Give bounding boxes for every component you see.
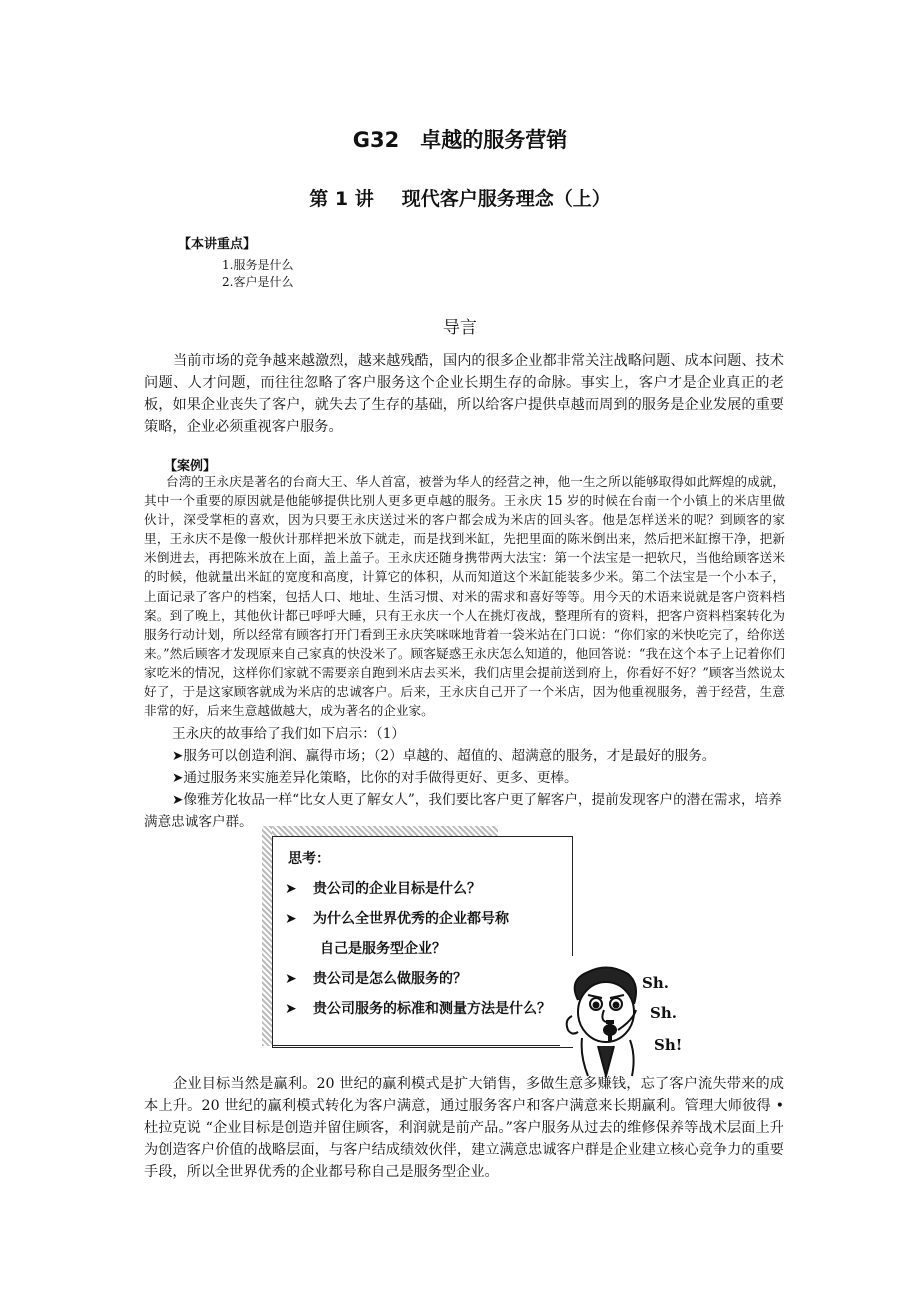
shushing-man-illustration xyxy=(558,960,688,1078)
case-label: 【案例】 xyxy=(164,459,217,474)
lesson-item: ➤像雅芳化妆品一样“比女人更了解女人”，我们要比客户更了解客户，提前发现客户的潜在需求，培养满意忠诚客户群。 xyxy=(144,792,782,830)
think-item: ➤ 为什么全世界优秀的企业都号称 xyxy=(285,911,509,927)
bullet-arrow-icon: ➤ xyxy=(285,971,297,987)
lesson-item: ➤通过服务来实施差异化策略，比你的对手做得更好、更多、更棒。 xyxy=(172,770,578,786)
think-item: ➤ 贵公司服务的标准和测量方法是什么？ xyxy=(285,1001,551,1017)
bullet-arrow-icon: ➤ xyxy=(285,911,297,927)
think-item: ➤ 贵公司是怎么做服务的？ xyxy=(285,971,467,987)
lesson-item: ➤服务可以创造利润、赢得市场；（2）卓越的、超值的、超满意的服务，才是最好的服务。 xyxy=(172,748,716,764)
think-item-continued: 自己是服务型企业？ xyxy=(320,941,446,957)
lecture-number: 第 1 讲 xyxy=(309,188,374,210)
think-box-shadow xyxy=(262,826,272,1046)
key-point-item: 1.服务是什么 xyxy=(222,258,294,272)
think-box-edge xyxy=(572,836,573,956)
key-point-item: 2.客户是什么 xyxy=(222,275,294,289)
document-title: G32 卓越的服务营销 xyxy=(352,128,568,152)
cartoon-sh-1: Sh. xyxy=(642,974,669,992)
lecture-heading xyxy=(0,184,920,211)
bullet-arrow-icon: ➤ xyxy=(285,1001,297,1017)
think-box-edge xyxy=(272,1045,560,1046)
intro-heading: 导言 xyxy=(443,318,477,338)
think-item: ➤ 贵公司的企业目标是什么？ xyxy=(285,881,481,897)
intro-paragraph: 当前市场的竞争越来越激烈，越来越残酷，国内的很多企业都非常关注战略问题、成本问题、技术问题、人才问题，而往往忽略了客户服务这个企业长期生存的命脉。事实上，客户才是企业真正的老板，如果企业丧失了客户，就失去了生存的基础，所以给客户提供卓越而周到的服务是企业发展的重要策略，企业必须重视客户服务。 xyxy=(144,353,784,435)
case-text: 台湾的王永庆是著名的台商大王、华人首富，被誉为华人的经营之神，他一生之所以能够取得如此辉煌的成就，其中一个重要的原因就是他能够提供比别人更多更卓越的服务。王永庆 15 岁的时候在台南一个小镇上的米店里做伙计，深受掌柜的喜欢，因为只要王永庆送过米的客户都会成为米店的回头客。他是怎样送米的呢？到顾客的家里，王永庆不是像一般伙计那样把米放下就走，而是找到米缸，先把里面的陈米倒出来，然后把米缸擦干净，把新米倒进去，再把陈米放在上面，盖上盖子。王永庆还随身携带两大法宝：第一个法宝是一把软尺，当他给顾客送米的时候，他就量出米缸的宽度和高度，计算它的体积，从而知道这个米缸能装多少米。第二个法宝是一个小本子，上面记录了客户的档案，包括人口、地址、生活习惯、对米的需求和喜好等等。用今天的术语来说就是客户资料档案。到了晚上，其他伙计都已呼呼大睡，只有王永庆一个人在挑灯夜战，整理所有的资料，把客户资料档案转化为服务行动计划，所以经常有顾客打开门看到王永庆笑咪咪地背着一袋米站在门口说：“你们家的米快吃完了，给你送来。”然后顾客才发现原来自己家真的快没米了。顾客疑惑王永庆怎么知道的，他回答说：“我在这个本子上记着你们家吃米的情况，这样你们家就不需要亲自跑到米店去买米，我们店里会提前送到府上，你看好不好？”顾客当然说太好了，于是这家顾客就成为米店的忠诚客户。后来，王永庆自己开了一个米店，因为他重视服务，善于经营，生意非常的好，后来生意越做越大，成为著名的企业家。 xyxy=(144,474,785,719)
lesson-intro: 王永庆的故事给了我们如下启示：（1） xyxy=(172,726,405,742)
bullet-arrow-icon: ➤ xyxy=(285,881,297,897)
key-points-label: 【本讲重点】 xyxy=(178,237,257,252)
lecture-title: 现代客户服务理念（上） xyxy=(401,188,611,210)
cartoon-sh-3: Sh! xyxy=(654,1036,683,1054)
cartoon-sh-2: Sh. xyxy=(650,1004,677,1022)
lesson-block xyxy=(144,723,784,833)
think-title: 思考： xyxy=(288,851,330,867)
final-paragraph: 企业目标当然是赢利。20 世纪的赢利模式是扩大销售，多做生意多赚钱，忘了客户流失带来的成本上升。20 世纪的赢利模式转化为客户满意，通过服务客户和客户满意来长期赢利。管理大师彼得 • 杜拉克说 “企业目标是创造并留住顾客，利润就是前产品。”客户服务从过去的维修保养等战术层面上升为创造客户价值的战略层面，与客户结成绩效伙伴，建立满意忠诚客户群是企业建立核心竞争力的重要手段，所以全世界优秀的企业都号称自己是服务型企业。 xyxy=(144,1076,784,1180)
